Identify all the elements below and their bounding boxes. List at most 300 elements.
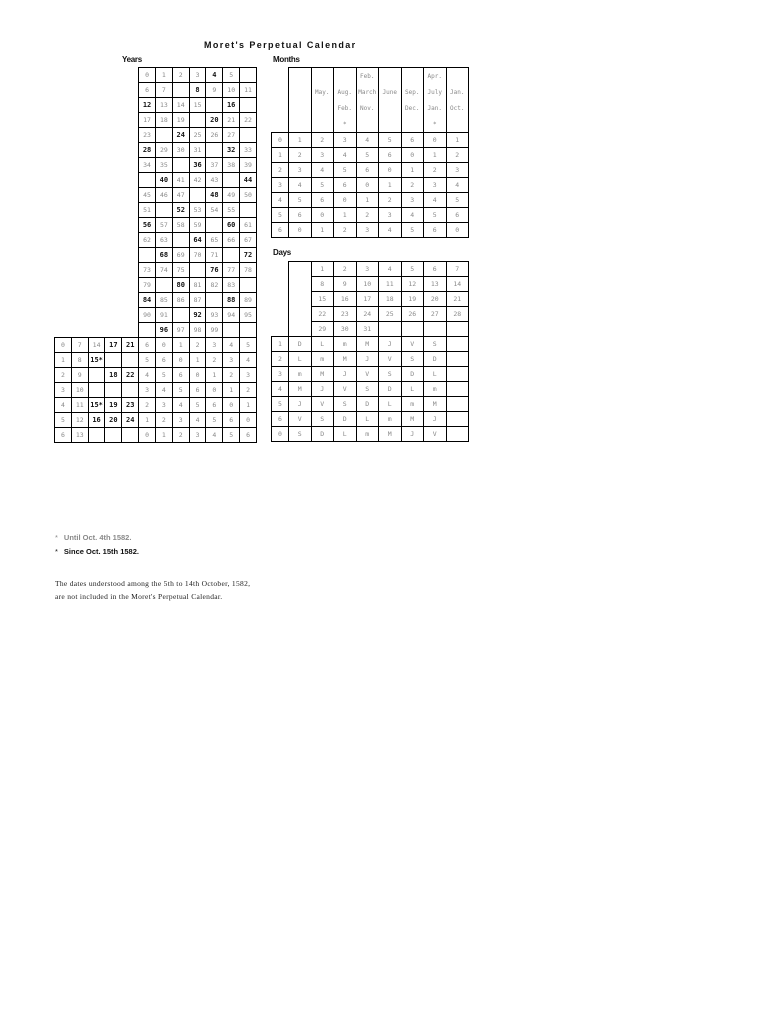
table-cell: 2 — [311, 133, 334, 148]
table-cell: 16 — [223, 98, 240, 113]
table-cell — [105, 308, 122, 323]
table-cell — [105, 188, 122, 203]
table-cell — [55, 218, 72, 233]
table-cell — [223, 323, 240, 338]
table-cell: 6 — [189, 383, 206, 398]
table-cell: D — [401, 367, 424, 382]
table-cell: 23 — [122, 398, 139, 413]
table-cell: 25 — [379, 307, 402, 322]
footnote-line: are not included in the Moret's Perpetual Calendar. — [55, 592, 223, 601]
table-cell: 2 — [401, 178, 424, 193]
table-cell — [55, 113, 72, 128]
table-cell: 3 — [55, 383, 72, 398]
table-cell: 5 — [155, 368, 172, 383]
table-cell: Nov. — [356, 100, 379, 116]
table-cell: 9 — [206, 83, 223, 98]
table-cell — [189, 263, 206, 278]
table-row — [55, 188, 257, 203]
table-cell — [272, 84, 289, 100]
table-cell — [240, 323, 257, 338]
table-cell — [71, 233, 88, 248]
table-cell: L — [289, 352, 312, 367]
table-cell: 3 — [189, 68, 206, 83]
table-cell: 44 — [240, 173, 257, 188]
table-cell: 4 — [223, 338, 240, 353]
table-cell: 24 — [172, 128, 189, 143]
table-cell: 10 — [223, 83, 240, 98]
table-cell: 10 — [356, 277, 379, 292]
table-cell — [88, 218, 105, 233]
table-cell: 18 — [105, 368, 122, 383]
table-row — [55, 248, 257, 263]
months-heading: Months — [273, 55, 300, 64]
table-cell: 31 — [356, 322, 379, 337]
table-cell: L — [401, 382, 424, 397]
table-cell: 25 — [189, 128, 206, 143]
table-cell: 58 — [172, 218, 189, 233]
table-cell — [289, 307, 312, 322]
table-row — [55, 398, 257, 413]
table-cell: m — [424, 382, 447, 397]
table-cell: 22 — [311, 307, 334, 322]
table-cell: 0 — [223, 398, 240, 413]
table-row — [55, 203, 257, 218]
table-row — [272, 68, 469, 85]
footnote-paragraph — [55, 577, 250, 603]
note-text: Until Oct. 4th 1582. — [63, 533, 132, 542]
table-cell: 63 — [155, 233, 172, 248]
table-row — [55, 428, 257, 443]
table-cell — [172, 233, 189, 248]
table-cell: 94 — [223, 308, 240, 323]
table-cell — [446, 352, 469, 367]
table-cell: 29 — [311, 322, 334, 337]
table-cell — [122, 143, 139, 158]
table-cell — [289, 116, 312, 133]
table-cell: 68 — [155, 248, 172, 263]
table-cell — [71, 263, 88, 278]
table-cell: 95 — [240, 308, 257, 323]
table-cell — [88, 428, 105, 443]
table-cell — [401, 322, 424, 337]
table-cell: 1 — [272, 337, 289, 352]
table-cell: 4 — [289, 178, 312, 193]
table-cell: 5 — [401, 262, 424, 277]
table-cell: 5 — [272, 397, 289, 412]
table-cell: 18 — [379, 292, 402, 307]
table-cell — [88, 188, 105, 203]
table-cell: V — [401, 337, 424, 352]
table-cell — [105, 248, 122, 263]
table-cell: 8 — [71, 353, 88, 368]
table-cell: 3 — [379, 208, 402, 223]
table-row — [272, 352, 469, 367]
table-cell: 56 — [139, 218, 156, 233]
table-cell — [71, 113, 88, 128]
table-cell — [71, 158, 88, 173]
table-cell: 5 — [139, 353, 156, 368]
table-cell: 0 — [401, 148, 424, 163]
table-cell: 3 — [356, 262, 379, 277]
table-cell: S — [401, 352, 424, 367]
table-cell: 59 — [189, 218, 206, 233]
table-cell — [289, 292, 312, 307]
table-cell: 26 — [401, 307, 424, 322]
table-cell: 72 — [240, 248, 257, 263]
table-cell: 20 — [105, 413, 122, 428]
table-cell — [446, 337, 469, 352]
table-cell — [88, 233, 105, 248]
table-cell: 8 — [189, 83, 206, 98]
table-cell: 16 — [334, 292, 357, 307]
table-cell: 2 — [240, 383, 257, 398]
table-cell: 2 — [155, 413, 172, 428]
table-cell: S — [311, 412, 334, 427]
table-cell — [289, 262, 312, 277]
table-cell — [172, 83, 189, 98]
table-cell: 97 — [172, 323, 189, 338]
table-cell: 0 — [356, 178, 379, 193]
table-cell — [401, 68, 424, 85]
table-cell: 6 — [379, 148, 402, 163]
table-cell: 81 — [189, 278, 206, 293]
table-cell: Jan. — [446, 84, 469, 100]
table-cell: 3 — [401, 193, 424, 208]
table-cell: 13 — [71, 428, 88, 443]
table-cell: 1 — [289, 133, 312, 148]
table-cell — [122, 68, 139, 83]
table-cell: 23 — [139, 128, 156, 143]
table-cell: 84 — [139, 293, 156, 308]
table-row — [272, 148, 469, 163]
table-cell — [155, 203, 172, 218]
table-cell — [240, 203, 257, 218]
table-cell: 5 — [446, 193, 469, 208]
table-cell: 15 — [189, 98, 206, 113]
table-row — [55, 68, 257, 83]
table-cell: 13 — [424, 277, 447, 292]
table-cell: 79 — [139, 278, 156, 293]
table-cell — [139, 248, 156, 263]
table-cell: 6 — [334, 178, 357, 193]
table-cell — [122, 83, 139, 98]
table-cell: 5 — [240, 338, 257, 353]
table-row — [55, 143, 257, 158]
table-cell: 0 — [206, 383, 223, 398]
table-row — [272, 322, 469, 337]
table-cell — [71, 68, 88, 83]
table-cell: 2 — [206, 353, 223, 368]
table-cell: 5 — [55, 413, 72, 428]
table-cell — [105, 218, 122, 233]
table-cell — [71, 173, 88, 188]
table-cell: 12 — [401, 277, 424, 292]
table-cell — [122, 173, 139, 188]
table-cell: 1 — [155, 68, 172, 83]
table-cell: 0 — [189, 368, 206, 383]
table-cell — [356, 116, 379, 133]
table-cell — [105, 113, 122, 128]
table-cell: 9 — [71, 368, 88, 383]
table-cell — [223, 248, 240, 263]
table-cell — [189, 188, 206, 203]
table-cell: Jan. — [424, 100, 447, 116]
table-cell — [71, 323, 88, 338]
table-cell: * — [334, 116, 357, 133]
table-cell: 22 — [240, 113, 257, 128]
table-cell: 3 — [272, 367, 289, 382]
table-cell: D — [356, 397, 379, 412]
table-cell: 2 — [334, 223, 357, 238]
table-cell: 12 — [139, 98, 156, 113]
table-cell — [71, 248, 88, 263]
table-cell — [105, 203, 122, 218]
table-cell: 3 — [424, 178, 447, 193]
table-row — [272, 337, 469, 352]
table-cell — [122, 188, 139, 203]
table-cell: D — [289, 337, 312, 352]
table-cell: 27 — [424, 307, 447, 322]
table-cell — [71, 278, 88, 293]
table-row — [55, 338, 257, 353]
table-cell — [55, 263, 72, 278]
table-cell: 7 — [446, 262, 469, 277]
table-cell — [446, 367, 469, 382]
table-cell — [334, 68, 357, 85]
table-cell: 52 — [172, 203, 189, 218]
table-cell — [289, 277, 312, 292]
table-cell: 92 — [189, 308, 206, 323]
table-cell — [55, 278, 72, 293]
table-cell — [88, 383, 105, 398]
table-cell — [272, 307, 289, 322]
table-cell: 83 — [223, 278, 240, 293]
table-row — [272, 133, 469, 148]
table-cell: 3 — [155, 398, 172, 413]
table-cell: 3 — [446, 163, 469, 178]
table-cell — [122, 248, 139, 263]
table-row — [55, 353, 257, 368]
table-cell — [71, 128, 88, 143]
table-cell — [71, 83, 88, 98]
table-cell — [122, 383, 139, 398]
table-cell — [446, 116, 469, 133]
table-cell: 6 — [139, 83, 156, 98]
table-cell: 0 — [55, 338, 72, 353]
table-cell: 0 — [172, 353, 189, 368]
table-cell: 2 — [223, 368, 240, 383]
table-row — [55, 233, 257, 248]
table-cell: 1 — [172, 338, 189, 353]
table-cell — [105, 263, 122, 278]
table-cell: 1 — [55, 353, 72, 368]
table-cell: 38 — [223, 158, 240, 173]
table-cell: 75 — [172, 263, 189, 278]
table-cell: 1 — [311, 223, 334, 238]
table-cell: 5 — [189, 398, 206, 413]
table-cell — [55, 308, 72, 323]
table-cell: 2 — [139, 398, 156, 413]
table-cell — [122, 218, 139, 233]
table-cell — [105, 353, 122, 368]
table-cell — [105, 173, 122, 188]
table-cell: 2 — [189, 338, 206, 353]
table-cell: 21 — [446, 292, 469, 307]
table-cell: 61 — [240, 218, 257, 233]
table-row — [272, 412, 469, 427]
table-cell: 6 — [272, 223, 289, 238]
table-cell — [55, 83, 72, 98]
table-cell: 5 — [272, 208, 289, 223]
table-cell: 3 — [240, 368, 257, 383]
table-cell — [311, 100, 334, 116]
table-cell — [88, 293, 105, 308]
days-table — [271, 261, 469, 442]
table-cell: 1 — [356, 193, 379, 208]
table-cell: 4 — [272, 193, 289, 208]
table-cell: 4 — [139, 368, 156, 383]
table-cell: 22 — [122, 368, 139, 383]
table-cell: 66 — [223, 233, 240, 248]
table-cell: V — [334, 382, 357, 397]
table-row — [272, 292, 469, 307]
table-cell: 70 — [189, 248, 206, 263]
table-cell — [272, 277, 289, 292]
table-cell: 7 — [155, 83, 172, 98]
table-cell — [105, 323, 122, 338]
table-cell: 3 — [139, 383, 156, 398]
table-cell: 19 — [105, 398, 122, 413]
table-cell: 32 — [223, 143, 240, 158]
table-cell: 47 — [172, 188, 189, 203]
table-cell: 6 — [139, 338, 156, 353]
table-cell: 43 — [206, 173, 223, 188]
table-cell — [55, 248, 72, 263]
table-cell — [155, 128, 172, 143]
table-cell — [105, 98, 122, 113]
table-cell: L — [379, 397, 402, 412]
table-cell: m — [401, 397, 424, 412]
table-cell — [55, 128, 72, 143]
table-cell: 3 — [172, 413, 189, 428]
table-cell: 46 — [155, 188, 172, 203]
table-cell: 4 — [401, 208, 424, 223]
table-cell — [446, 382, 469, 397]
table-cell: 19 — [172, 113, 189, 128]
table-cell — [71, 188, 88, 203]
table-row — [55, 98, 257, 113]
table-row — [55, 128, 257, 143]
table-cell: 6 — [356, 163, 379, 178]
table-cell: 11 — [71, 398, 88, 413]
table-cell: Oct. — [446, 100, 469, 116]
table-cell: 2 — [356, 208, 379, 223]
table-cell — [88, 368, 105, 383]
table-cell: 65 — [206, 233, 223, 248]
table-cell: 5 — [424, 208, 447, 223]
table-cell: 36 — [189, 158, 206, 173]
table-cell — [71, 203, 88, 218]
table-cell: 77 — [223, 263, 240, 278]
years-table — [54, 67, 257, 443]
table-cell: D — [334, 412, 357, 427]
table-cell — [172, 158, 189, 173]
table-cell: 62 — [139, 233, 156, 248]
table-cell: L — [334, 427, 357, 442]
table-row — [55, 293, 257, 308]
table-cell — [446, 397, 469, 412]
table-row — [272, 178, 469, 193]
table-cell: 73 — [139, 263, 156, 278]
table-cell — [240, 68, 257, 83]
table-row — [272, 277, 469, 292]
table-cell — [55, 233, 72, 248]
table-cell: 5 — [379, 133, 402, 148]
table-cell: 1 — [334, 208, 357, 223]
table-row — [272, 116, 469, 133]
days-heading: Days — [273, 248, 291, 257]
table-cell — [223, 173, 240, 188]
table-cell: 1 — [189, 353, 206, 368]
table-cell: May. — [311, 84, 334, 100]
table-cell: 4 — [272, 382, 289, 397]
table-cell: 15* — [88, 398, 105, 413]
table-cell: 20 — [206, 113, 223, 128]
table-cell: 85 — [155, 293, 172, 308]
table-cell: 2 — [334, 262, 357, 277]
table-cell: 28 — [446, 307, 469, 322]
table-row — [272, 100, 469, 116]
table-cell: 4 — [189, 413, 206, 428]
table-cell: June — [379, 84, 402, 100]
table-cell — [311, 68, 334, 85]
table-row — [55, 368, 257, 383]
table-cell: 4 — [379, 262, 402, 277]
table-cell: 86 — [172, 293, 189, 308]
table-cell: 6 — [55, 428, 72, 443]
table-cell: 2 — [172, 428, 189, 443]
table-cell: 4 — [424, 193, 447, 208]
table-cell: 80 — [172, 278, 189, 293]
table-row — [272, 163, 469, 178]
table-cell — [71, 218, 88, 233]
table-cell: M — [311, 367, 334, 382]
table-cell: 7 — [71, 338, 88, 353]
table-cell — [105, 383, 122, 398]
table-cell — [55, 203, 72, 218]
table-cell: 69 — [172, 248, 189, 263]
table-cell: 4 — [55, 398, 72, 413]
table-cell — [122, 98, 139, 113]
table-cell — [446, 412, 469, 427]
table-cell — [55, 188, 72, 203]
table-cell: 24 — [356, 307, 379, 322]
table-row — [55, 413, 257, 428]
table-cell: 6 — [172, 368, 189, 383]
table-cell: 88 — [223, 293, 240, 308]
table-cell — [55, 68, 72, 83]
page-title: Moret's Perpetual Calendar — [204, 40, 357, 50]
table-cell — [289, 322, 312, 337]
table-cell: 78 — [240, 263, 257, 278]
table-cell: 1 — [139, 413, 156, 428]
table-row — [272, 307, 469, 322]
table-cell: S — [334, 397, 357, 412]
table-cell: 6 — [401, 133, 424, 148]
table-cell: 4 — [356, 133, 379, 148]
table-cell: J — [289, 397, 312, 412]
table-cell: 6 — [446, 208, 469, 223]
